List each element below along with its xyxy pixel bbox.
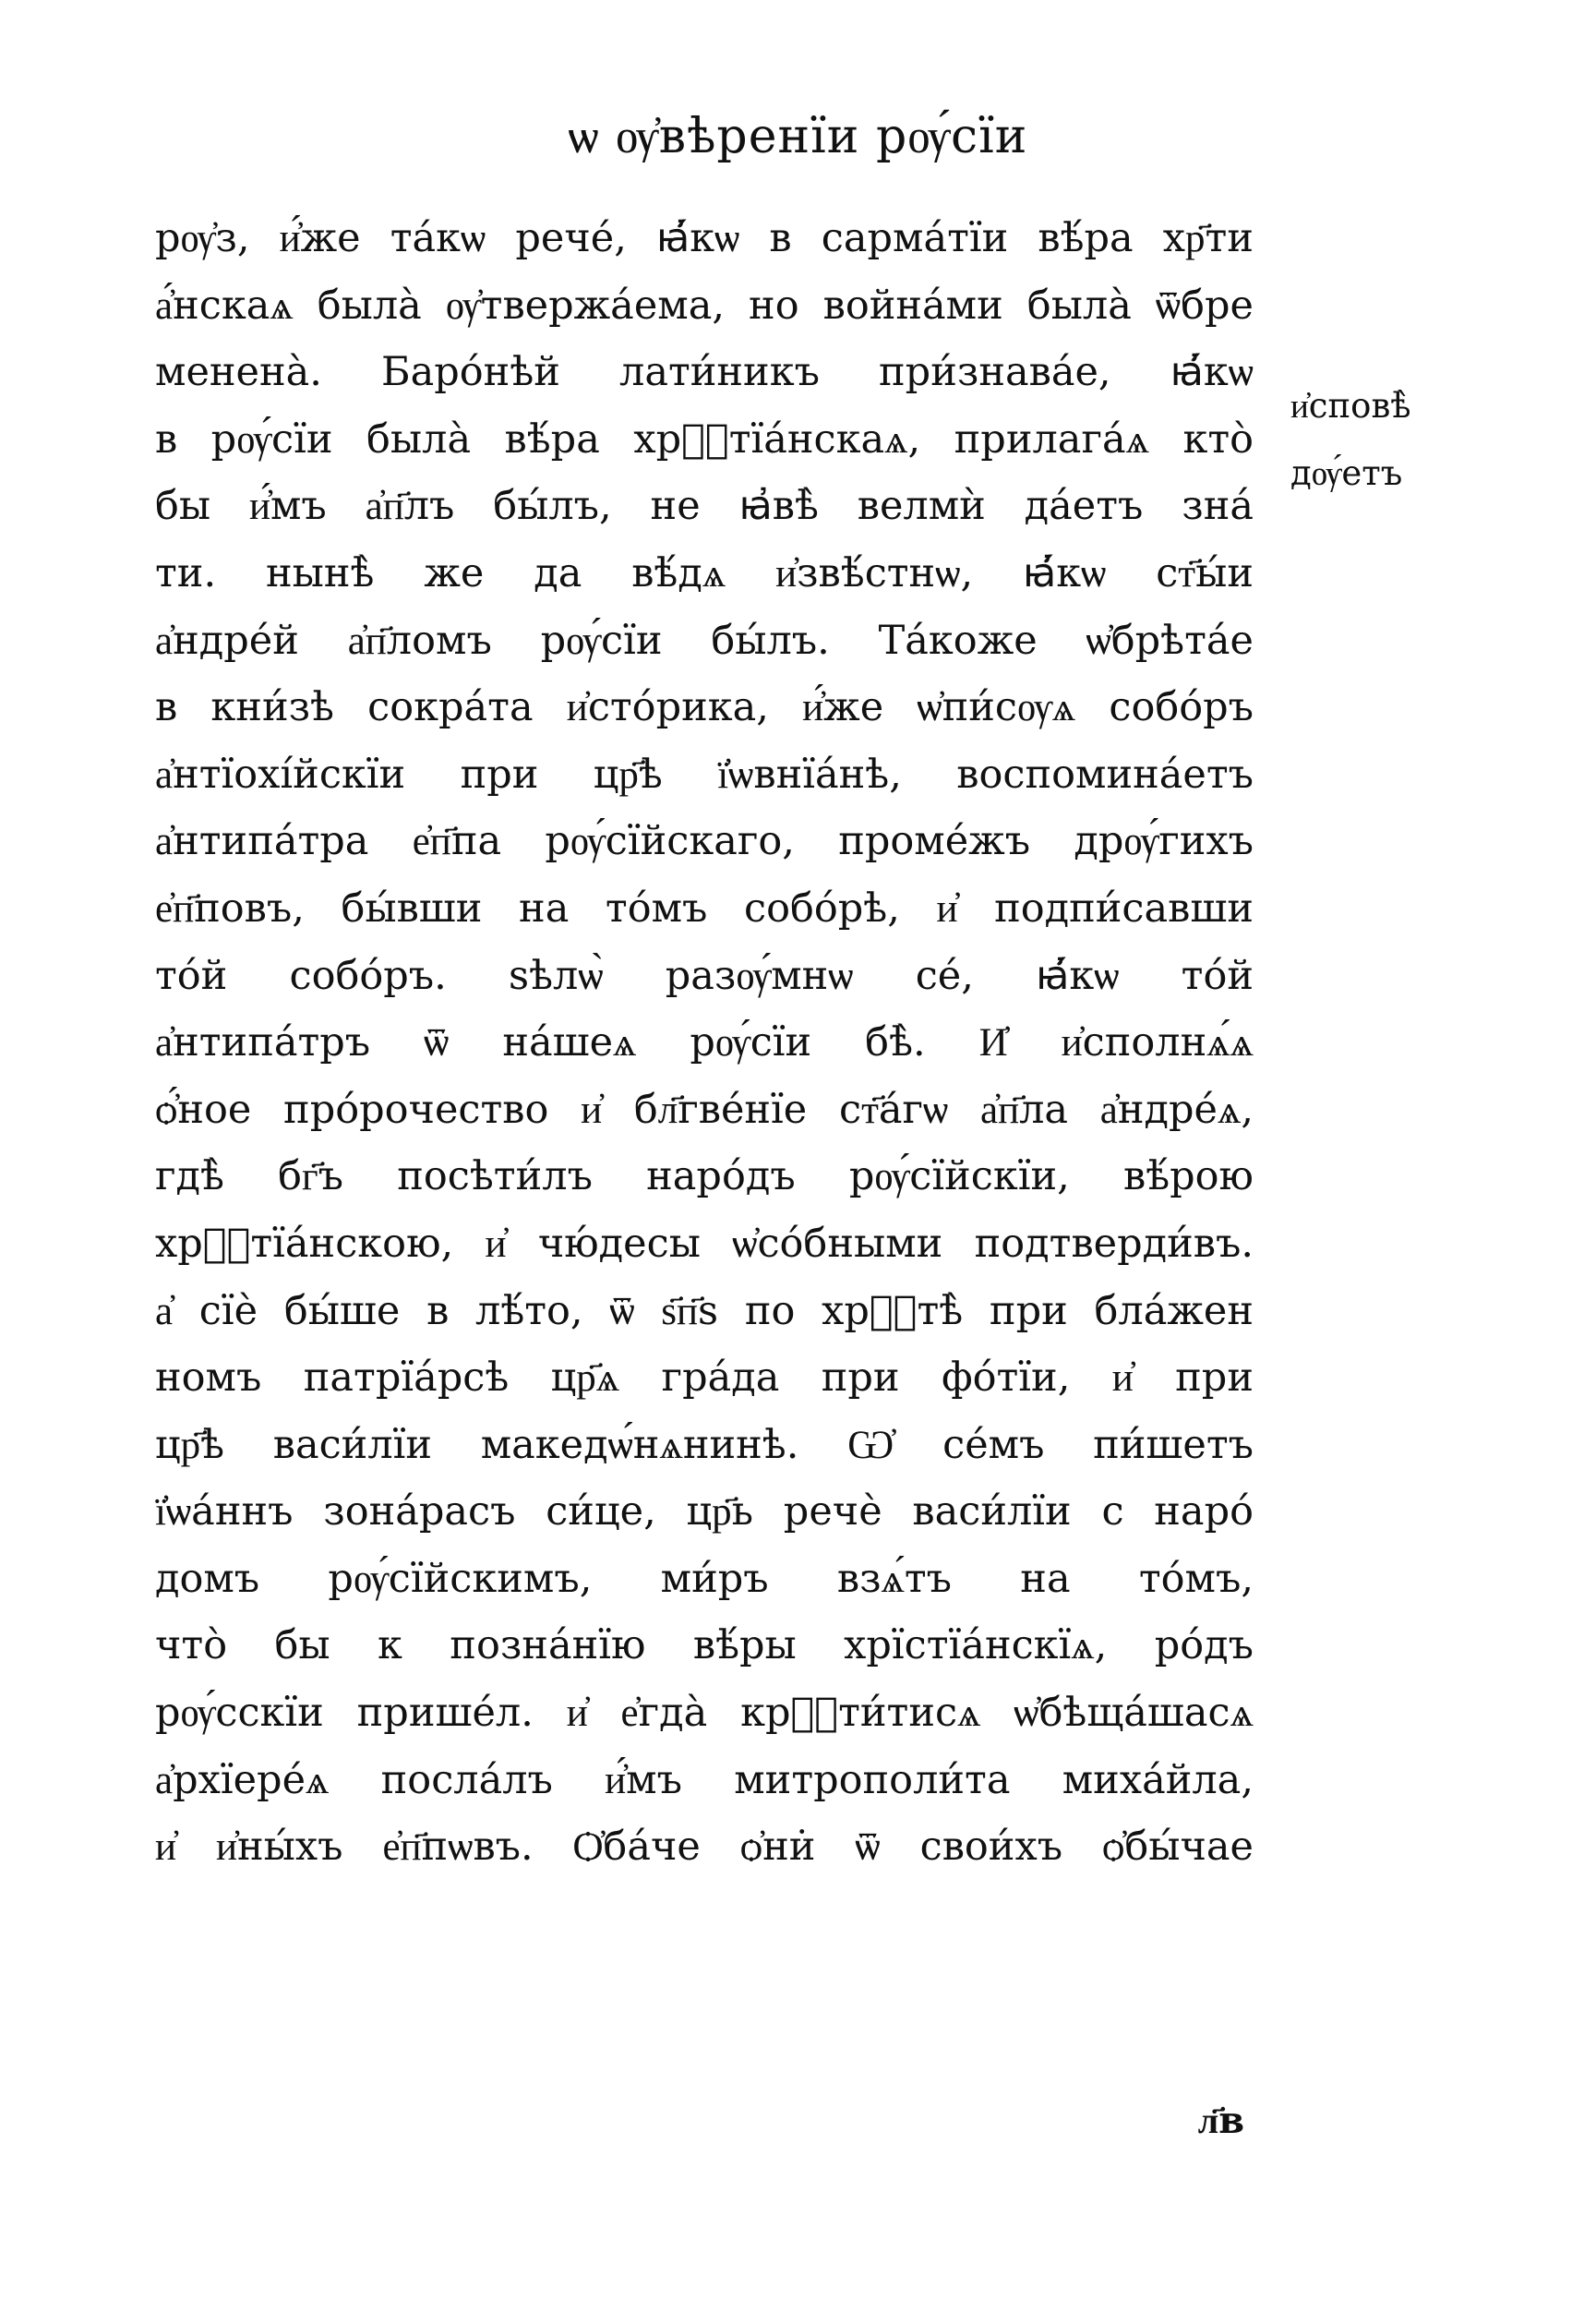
text-line: а҆ сїѐ бы́ше в лѣ́то, ѿ ѕ҃п҃ѕ по хрⷭ҇тѣ̀ при бла́жен	[155, 1287, 1254, 1334]
text-line: и҆ и҆ны́хъ е҆п҃пѡвъ. Ѻ҆ба́че ѻ҆ни̇ ѿ свои́хъ ѻ҆бы́чае	[155, 1824, 1254, 1871]
text-line: менена̀. Баро́нѣй лати́никъ при́знава́е, ꙗ҆́кѡ	[155, 349, 1254, 396]
text-line: в кни́зѣ сокра́та и҆сто́рика, и҆́же ѡ҆пи́сѹѧ собо́ръ	[155, 684, 1254, 731]
margin-note-line: дѹ́етъ	[1290, 452, 1403, 493]
text-line: а҆нтипа́тръ ѿ на́шеѧ рѹ́сїи бѣ̀. И҆ и҆сполнѧ́ѧ	[155, 1019, 1254, 1066]
text-line: ї҆ѡа́ннъ зона́расъ си́це, цр҃ь речѐ васи́лїи с наро́	[155, 1488, 1254, 1535]
text-line: в рѹ́сїи была̀ вѣ́ра хрⷭ҇тїа́нскаѧ, прилага́ѧ кто̀	[155, 415, 1254, 463]
text-line: хрⷭ҇тїа́нскою, и҆ чю́десы ѡ҆со́бными подтверди́въ.	[155, 1220, 1254, 1267]
text-line: бы и҆́мъ а҆п҃лъ бы́лъ, не ꙗ҆вѣ̀ велмѝ да́етъ зна́	[155, 483, 1254, 530]
text-line: гдѣ̀ бг҃ъ посѣти́лъ наро́дъ рѹ́сїйскїи, вѣ́рою	[155, 1153, 1254, 1200]
text-line: что̀ бы к позна́нїю вѣ́ры хрїстїа́нскїѧ, ро́дъ	[155, 1622, 1254, 1669]
margin-note-line: и҆сповѣ̀	[1290, 386, 1411, 426]
text-line: а҆ндре́й а҆п҃ломъ рѹ́сїи бы́лъ. Та́коже ѡ҆брѣта́е	[155, 617, 1254, 664]
text-line: а҆́нскаѧ была̀ ѹ҆твержа́ема, но война́ми была̀ ѿбре	[155, 282, 1254, 329]
running-head: ѡ ѹ҆вѣренїи рѹ́сїи	[568, 109, 1028, 164]
page-number: л҃в	[1197, 2099, 1244, 2142]
text-line: номъ патрїа́рсѣ цр҃ѧ гра́да при фо́тїи, и҆ при	[155, 1355, 1254, 1402]
text-line: рѹ҆з, и҆́же та́кѡ рече́, ꙗ҆́кѡ в сарма́тїи вѣ́ра хр҃ти	[155, 215, 1254, 261]
main-text-block	[155, 205, 1254, 1881]
text-line: рѹ́сскїи прише́л. и҆ е҆гда̀ крⷭ҇ти́тисѧ ѡ҆бѣща́шасѧ	[155, 1690, 1254, 1737]
text-line: е҆п҃повъ, бы́вши на то́мъ собо́рѣ, и҆ подпи́савши	[155, 885, 1254, 932]
text-line: а҆рхїере́ѧ посла́лъ и҆́мъ митрополи́та миха́йла,	[155, 1756, 1254, 1803]
text-line: домъ рѹ́сїйскимъ, ми́ръ взѧ́тъ на то́мъ,	[155, 1555, 1254, 1602]
text-line: ѻ҆́ное про́рочество и҆ бл҃гве́нїе ст҃а́гѡ а҆п҃ла а҆ндре́ѧ,	[155, 1086, 1254, 1133]
text-line: ти. нынѣ̀ же да вѣ́дѧ и҆звѣ́стнѡ, ꙗ҆́кѡ ст҃ы́и	[155, 549, 1254, 596]
margin-note	[1290, 373, 1429, 507]
text-line: цр҃ѣ васи́лїи македѡ́нѧнинѣ. Ѡ҆ се́мъ пи́шетъ	[155, 1421, 1254, 1468]
text-line: то́й собо́ръ. ѕѣлѡ̀ разѹ́мнѡ се́, ꙗ҆́кѡ то́й	[155, 952, 1254, 999]
text-line: а҆нтїохі́йскїи при цр҃ѣ ї҆ѡвнїа́нѣ, воспомина́етъ	[155, 751, 1254, 798]
text-line: а҆нтипа́тра е҆п҃па рѹ́сїйскаго, проме́жъ дрѹ́гихъ	[155, 818, 1254, 865]
